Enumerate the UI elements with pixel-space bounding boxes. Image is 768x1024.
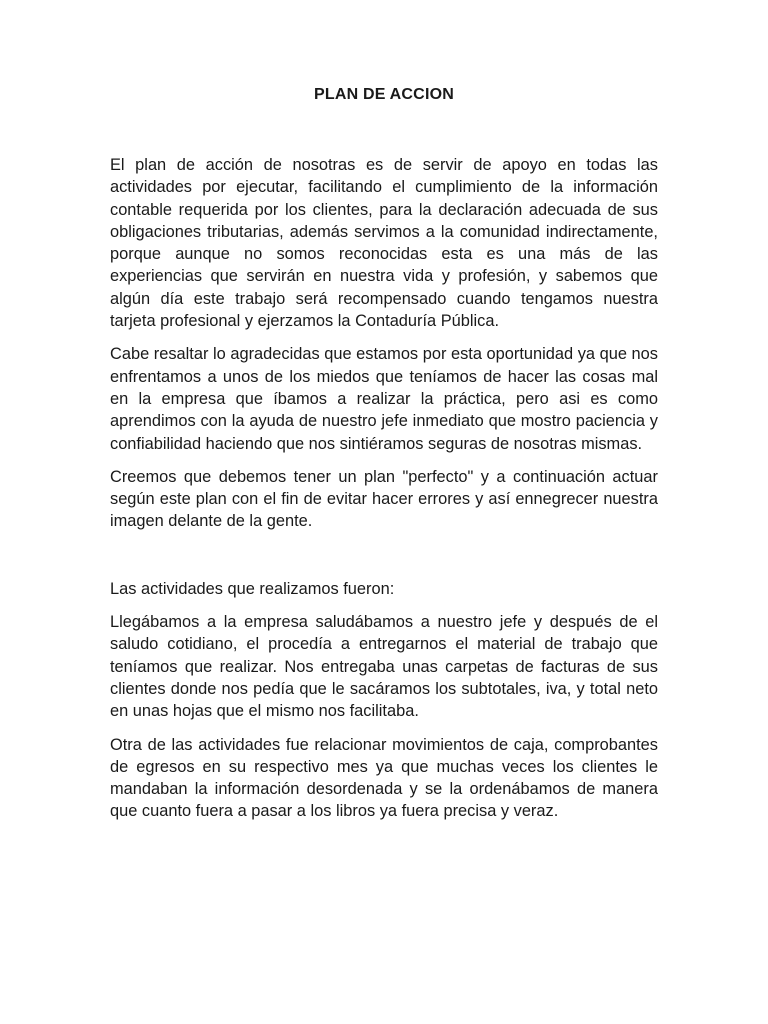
paragraph-activities-heading: Las actividades que realizamos fueron: [110,579,395,598]
paragraph-perfect-plan: Creemos que debemos tener un plan "perfecto" y a continuación actuar según este plan con el fin de evitar hacer errores y así ennegrecer nuestra imagen delante de la gente. [110,467,658,531]
section-spacer [110,544,658,578]
document-body [110,154,658,834]
paragraph-gratitude: Cabe resaltar lo agradecidas que estamos por esta oportunidad ya que nos enfrentamos a unos de los miedos que teníamos de hacer las cosas mal en la empresa que íbamos a realizar la práctica, pero asi es como aprendimos con la ayuda de nuestro jefe inmediato que mostro paciencia y confiabilidad haciendo que nos sintiéramos seguras de nosotras mismas. [110,345,658,453]
document-title: PLAN DE ACCION [314,86,454,103]
paragraph-plan-intro: El plan de acción de nosotras es de servir de apoyo en todas las actividades por ejecutar, facilitando el cumplimiento de la información contable requerida por los clientes, para la declaración adecuada de sus obligaciones tributarias, además servimos a la comunidad indirectamente, porque aunque no somos reconocidas esta es una más de las experiencias que servirán en nuestra vida y profesión, y sabemos que algún día este trabajo será recompensado cuando tengamos nuestra tarjeta profesional y ejerzamos la Contaduría Pública. [110,156,658,331]
paragraph-daily-routine: Llegábamos a la empresa saludábamos a nuestro jefe y después de el saludo cotidiano, el procedía a entregarnos el material de trabajo que teníamos que realizar. Nos entregaba unas carpetas de facturas de sus clientes donde nos pedía que le sacáramos los subtotales, iva, y total neto en unas hojas que el mismo nos facilitaba. [110,613,658,721]
paragraph-cash-movements: Otra de las actividades fue relacionar movimientos de caja, comprobantes de egresos en su respectivo mes ya que muchas veces los clientes le mandaban la información desordenada y se la ordenábamos de manera que cuanto fuera a pasar a los libros ya fuera precisa y veraz. [110,735,658,821]
